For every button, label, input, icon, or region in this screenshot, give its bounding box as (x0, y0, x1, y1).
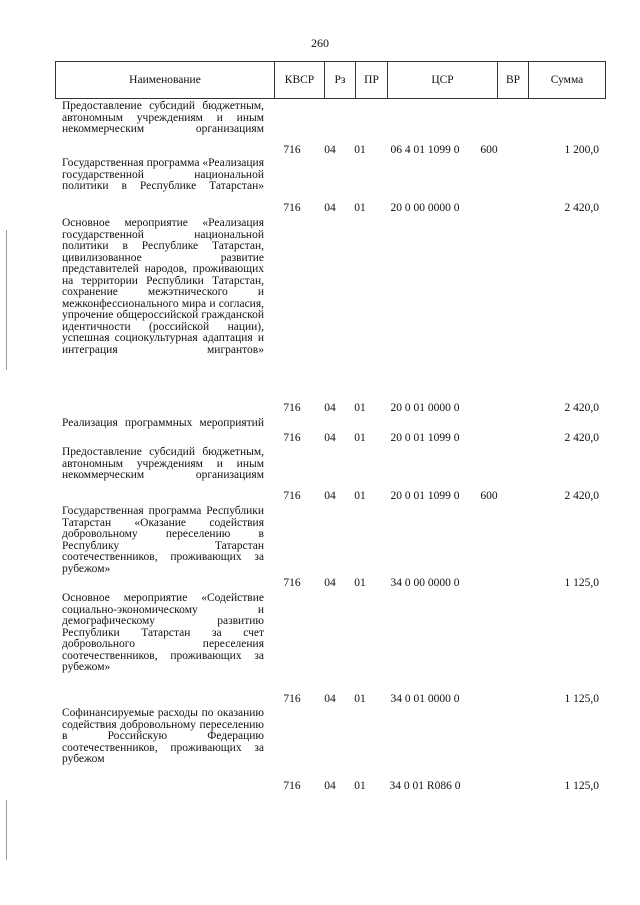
scan-margin-line (6, 800, 7, 860)
row-sum: 2 420,0 (564, 432, 599, 444)
row-name: Основное мероприятие «Содействие социально-экономическому и демографическому развитию Республики Татарстан за счет добровольного переселения соотечественников, проживающих за рубежом» (62, 592, 264, 673)
column-header-rz: Рз (324, 62, 355, 98)
row-name: Предоставление субсидий бюджетным, автономным учреждениям и иным некоммерческим организациям (62, 446, 264, 481)
row-rz: 04 (324, 402, 336, 414)
row-csr: 20 0 01 1099 0 (390, 432, 460, 444)
row-csr: 34 0 00 0000 0 (390, 577, 460, 589)
row-kvsr: 716 (283, 780, 301, 792)
row-rz: 04 (324, 577, 336, 589)
row-kvsr: 716 (283, 402, 301, 414)
row-sum: 2 420,0 (564, 402, 599, 414)
row-name: Государственная программа «Реализация государственной национальной политики в Республике Татарстан» (62, 157, 264, 192)
row-vr: 600 (480, 490, 498, 502)
row-sum: 2 420,0 (564, 202, 599, 214)
row-kvsr: 716 (283, 202, 301, 214)
row-csr: 34 0 01 0000 0 (390, 693, 460, 705)
row-name: Предоставление субсидий бюджетным, автономным учреждениям и иным некоммерческим организациям (62, 100, 264, 135)
row-kvsr: 716 (283, 577, 301, 589)
row-rz: 04 (324, 432, 336, 444)
row-pr: 01 (354, 402, 366, 414)
row-rz: 04 (324, 144, 336, 156)
row-vr: 600 (480, 144, 498, 156)
column-header-sum: Сумма (528, 62, 605, 98)
row-sum: 1 125,0 (564, 577, 599, 589)
row-rz: 04 (324, 780, 336, 792)
row-sum: 2 420,0 (564, 490, 599, 502)
row-pr: 01 (354, 202, 366, 214)
row-sum: 1 200,0 (564, 144, 599, 156)
row-csr: 20 0 01 0000 0 (390, 402, 460, 414)
row-pr: 01 (354, 577, 366, 589)
column-header-vr: ВР (497, 62, 528, 98)
row-csr: 06 4 01 1099 0 (390, 144, 460, 156)
table-header (55, 61, 606, 99)
row-pr: 01 (354, 144, 366, 156)
row-name: Основное мероприятие «Реализация государственной национальной политики в Республике Татарстан, цивилизованное развитие представителей народов, проживающих на территории Республики Татарстан, сохранение межэтнического и межконфессионального мира и согласия, упрочение общероссийской гражданской идентичности (российской нации), успешная социокультурная адаптация и интеграция мигрантов» (62, 217, 264, 356)
row-name: Государственная программа Республики Татарстан «Оказание содействия добровольному переселению в Республику Татарстан соотечественников, проживающих за рубежом» (62, 505, 264, 575)
row-name: Реализация программных мероприятий (62, 417, 264, 429)
page-number: 260 (311, 36, 329, 50)
row-kvsr: 716 (283, 432, 301, 444)
column-header-pr: ПР (355, 62, 387, 98)
column-header-kvsr: КВСР (274, 62, 324, 98)
row-csr: 20 0 00 0000 0 (390, 202, 460, 214)
row-csr: 34 0 01 R086 0 (389, 780, 461, 792)
row-kvsr: 716 (283, 144, 301, 156)
row-kvsr: 716 (283, 693, 301, 705)
column-header-name: Наименование (129, 74, 201, 86)
row-csr: 20 0 01 1099 0 (390, 490, 460, 502)
row-pr: 01 (354, 780, 366, 792)
row-rz: 04 (324, 202, 336, 214)
row-pr: 01 (354, 432, 366, 444)
row-sum: 1 125,0 (564, 780, 599, 792)
row-pr: 01 (354, 490, 366, 502)
row-pr: 01 (354, 693, 366, 705)
row-rz: 04 (324, 490, 336, 502)
row-name: Софинансируемые расходы по оказанию содействия добровольному переселению в Российскую Федерацию соотечественников, проживающих за рубежом (62, 707, 264, 765)
row-rz: 04 (324, 693, 336, 705)
scan-margin-line (6, 230, 7, 370)
row-sum: 1 125,0 (564, 693, 599, 705)
row-kvsr: 716 (283, 490, 301, 502)
column-header-csr: ЦСР (387, 62, 497, 98)
